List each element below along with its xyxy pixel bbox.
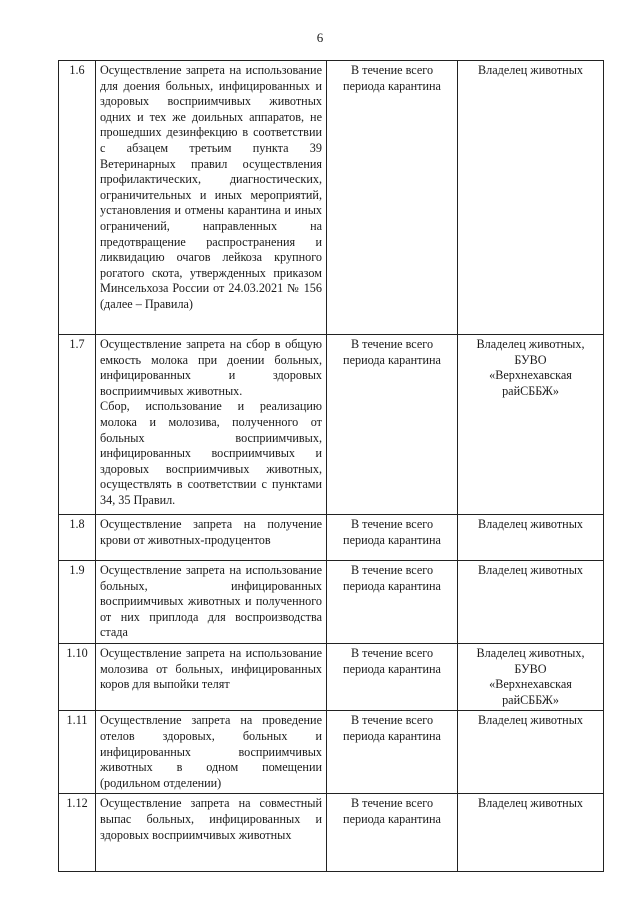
action-cell: Осуществление запрета на использование молозива от больных, инфицированных коров для выпойки телят bbox=[96, 643, 327, 710]
table-row bbox=[59, 515, 604, 561]
term-cell: В течение всего периода карантина bbox=[327, 643, 458, 710]
action-cell: Осуществление запрета на получение крови от животных-продуцентов bbox=[96, 515, 327, 561]
responsible-cell: Владелец животных bbox=[458, 515, 604, 561]
term-cell: В течение всего периода карантина bbox=[327, 711, 458, 794]
row-number: 1.7 bbox=[59, 335, 96, 515]
action-cell: Осуществление запрета на совместный выпас больных, инфицированных и здоровых восприимчивых животных bbox=[96, 794, 327, 872]
action-cell: Осуществление запрета на сбор в общую емкость молока при доении больных, инфицированных и здоровых восприимчивых животных. Сбор, использование и реализацию молока и молозива, полученного от больных восприимчивых, инфицированных восприимчивых и здоровых восприимчивых животных, осуществлять в соответствии с пунктами 34, 35 Правил. bbox=[96, 335, 327, 515]
table-row bbox=[59, 561, 604, 644]
responsible-cell: Владелец животных, БУВО «Верхнехавская райСББЖ» bbox=[458, 335, 604, 515]
table-row bbox=[59, 335, 604, 515]
row-number: 1.11 bbox=[59, 711, 96, 794]
page-number: 6 bbox=[316, 30, 324, 45]
action-cell: Осуществление запрета на использование больных, инфицированных восприимчивых животных и полученного от них приплода для воспроизводства стада bbox=[96, 561, 327, 644]
term-cell: В течение всего периода карантина bbox=[327, 61, 458, 335]
row-number: 1.6 bbox=[59, 61, 96, 335]
responsible-cell: Владелец животных bbox=[458, 561, 604, 644]
responsible-cell: Владелец животных bbox=[458, 61, 604, 335]
term-cell: В течение всего периода карантина bbox=[327, 335, 458, 515]
table-row bbox=[59, 794, 604, 872]
row-number: 1.8 bbox=[59, 515, 96, 561]
term-cell: В течение всего периода карантина bbox=[327, 561, 458, 644]
responsible-cell: Владелец животных bbox=[458, 794, 604, 872]
row-number: 1.10 bbox=[59, 643, 96, 710]
responsible-cell: Владелец животных bbox=[458, 711, 604, 794]
term-cell: В течение всего периода карантина bbox=[327, 794, 458, 872]
action-cell: Осуществление запрета на проведение отелов здоровых, больных и инфицированных восприимчивых животных в одном помещении (родильном отделении) bbox=[96, 711, 327, 794]
term-cell: В течение всего периода карантина bbox=[327, 515, 458, 561]
row-number: 1.12 bbox=[59, 794, 96, 872]
table-row bbox=[59, 643, 604, 710]
table-row bbox=[59, 711, 604, 794]
action-cell: Осуществление запрета на использование для доения больных, инфицированных и здоровых восприимчивых животных одних и тех же доильных аппаратов, не прошедших дезинфекцию в соответствии с абзацем третьим пункта 39 Ветеринарных правил осуществления профилактических, диагностических, ограничительных и иных мероприятий, установления и отмены карантина и иных ограничений, направленных на предотвращение распространения и ликвидацию очагов лейкоза крупного рогатого скота, утвержденных приказом Минсельхоза России от 24.03.2021 № 156 (далее – Правила) bbox=[96, 61, 327, 335]
table-row bbox=[59, 61, 604, 335]
measures-table bbox=[58, 60, 604, 872]
responsible-cell: Владелец животных, БУВО «Верхнехавская райСББЖ» bbox=[458, 643, 604, 710]
row-number: 1.9 bbox=[59, 561, 96, 644]
